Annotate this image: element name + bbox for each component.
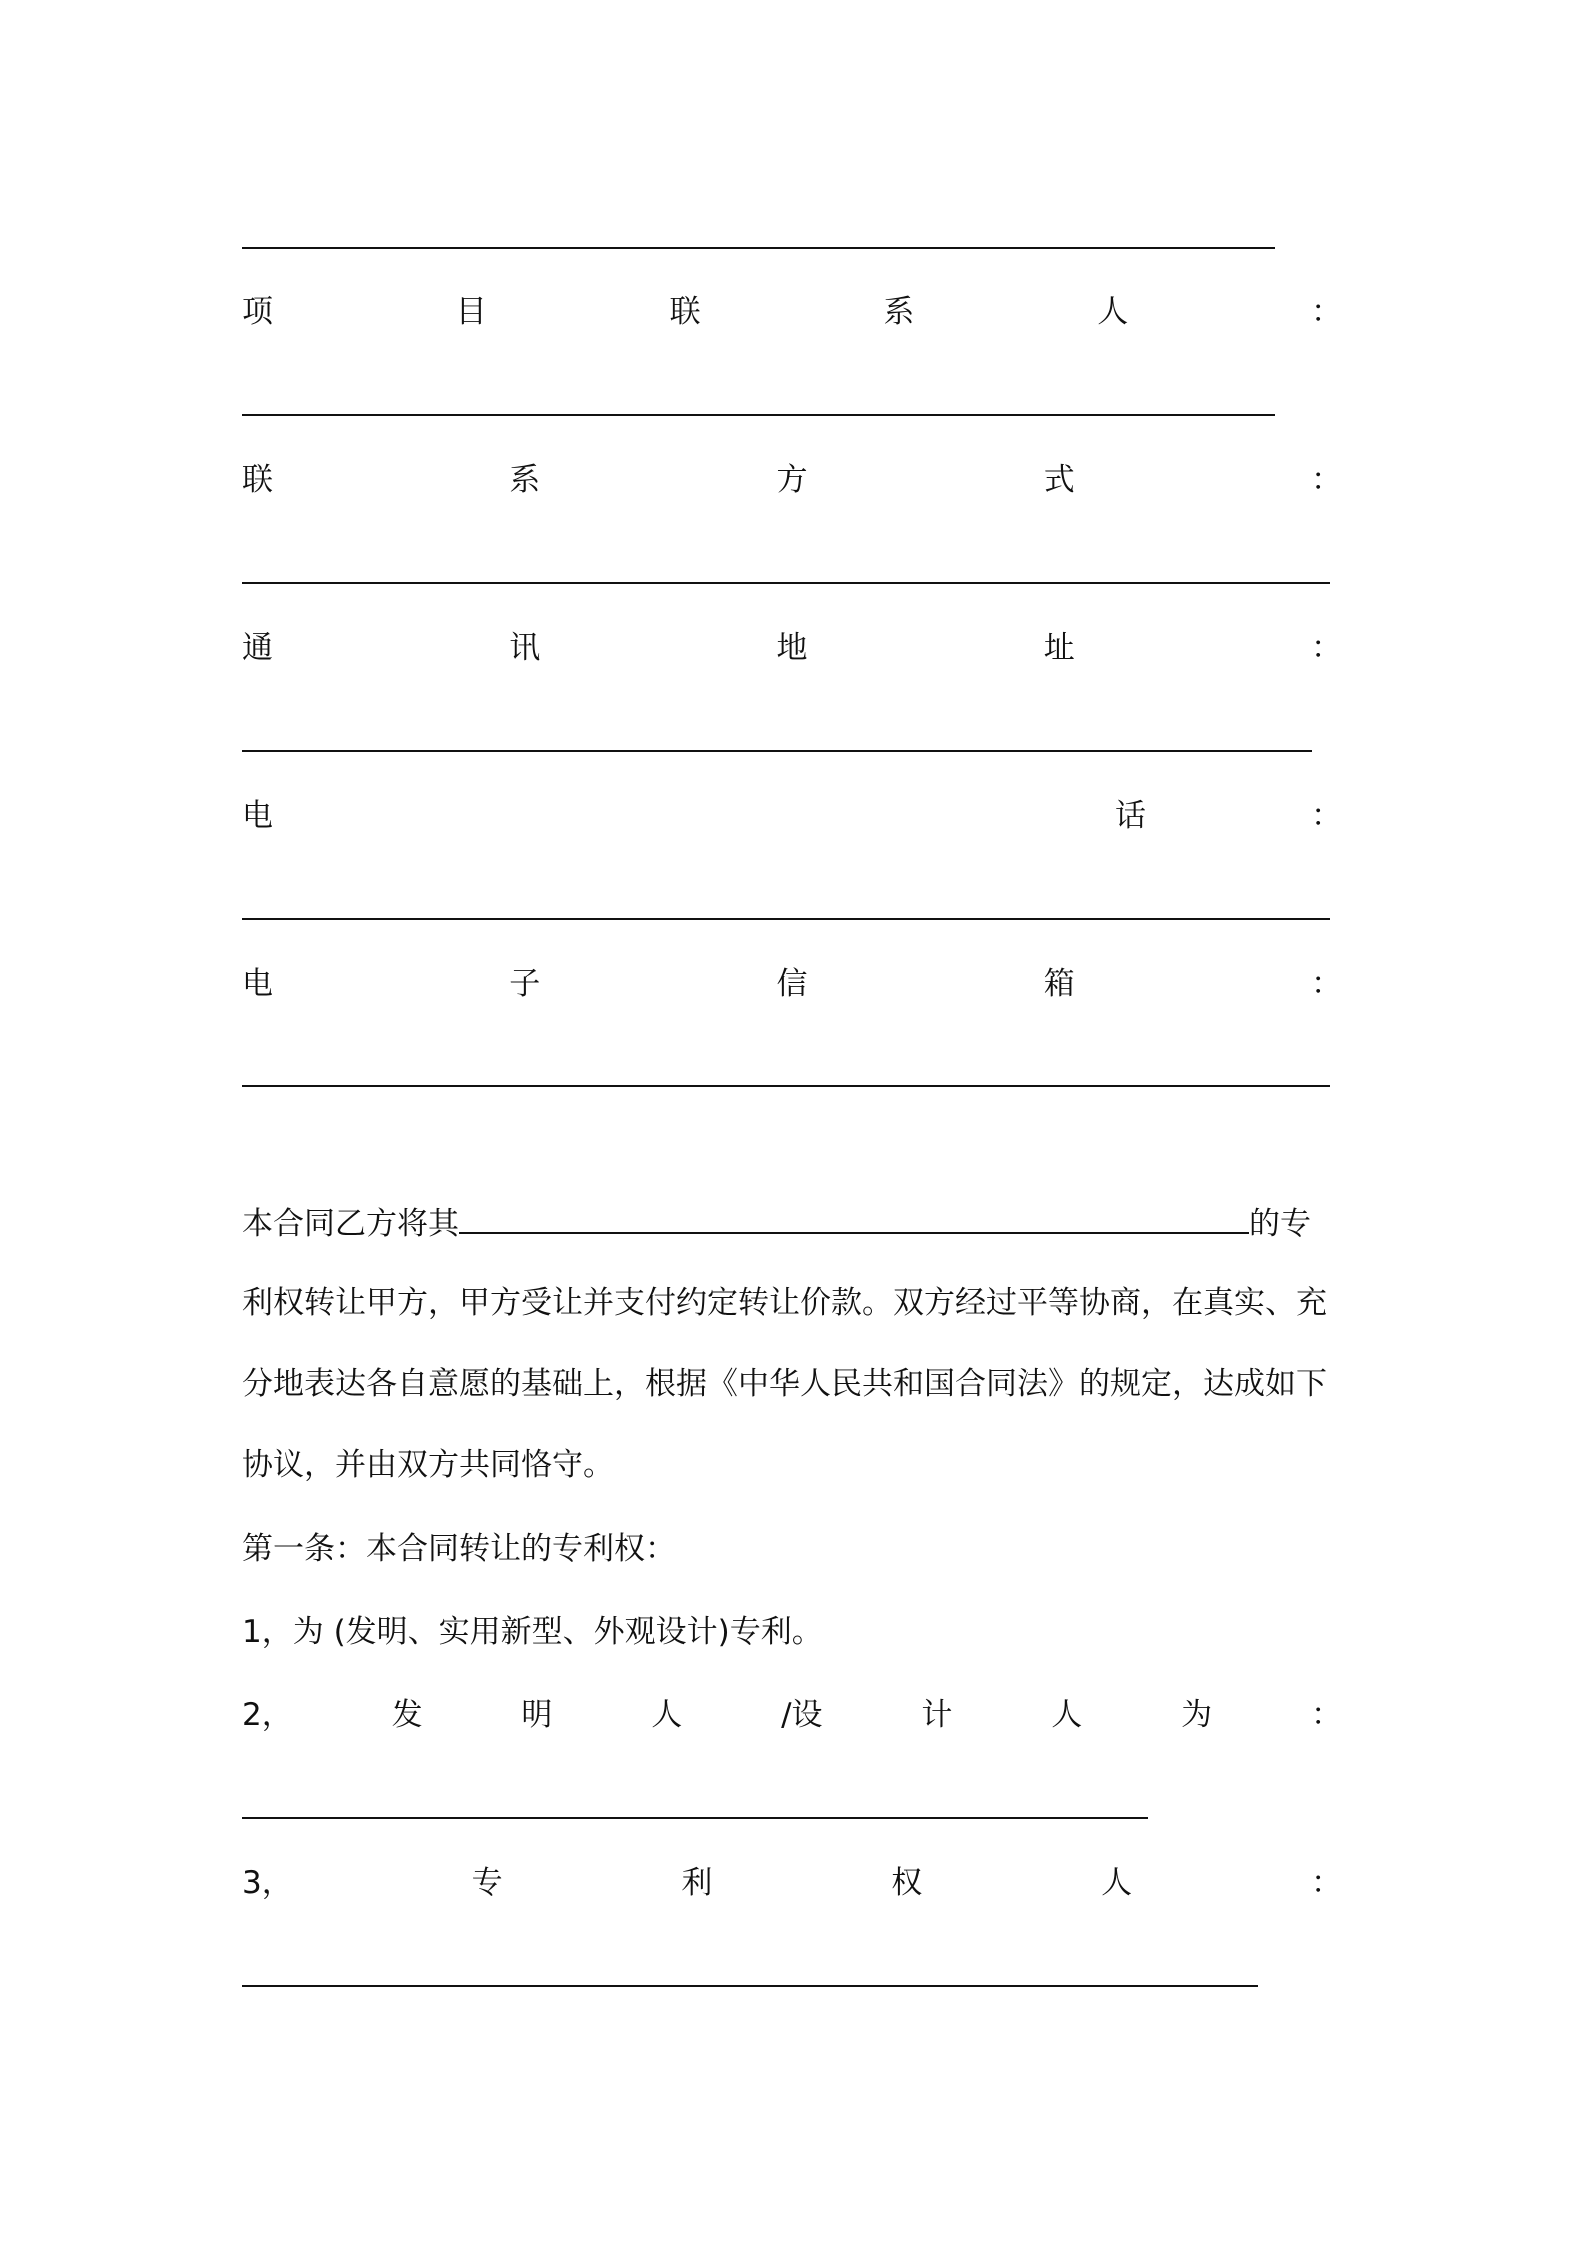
field-char: 电 [242, 966, 273, 1002]
item-char: 为 [1181, 1697, 1213, 1733]
body-line: 利权转让甲方，甲方受让并支付约定转让价款。双方经过平等协商，在真实、充 [242, 1285, 1327, 1321]
field-label-mailing-address [242, 628, 1342, 668]
item-char: 计 [921, 1697, 953, 1733]
field-char: 联 [669, 294, 701, 330]
blank-fill-line[interactable] [242, 750, 1312, 752]
field-char: 人 [1097, 294, 1129, 330]
field-char: 通 [242, 630, 273, 666]
item-char: 人 [1051, 1697, 1083, 1733]
item-char: 2， [242, 1697, 293, 1733]
item-char: ： [1310, 1697, 1342, 1733]
item-char: 专 [471, 1865, 503, 1901]
field-char: ： [1311, 966, 1342, 1002]
field-label-email [242, 964, 1342, 1004]
blank-fill-line[interactable] [242, 1985, 1258, 1987]
blank-fill-line[interactable] [242, 414, 1275, 416]
item-char: ： [1310, 1865, 1342, 1901]
body-line [242, 1202, 1352, 1244]
blank-fill-line[interactable] [242, 1817, 1148, 1819]
field-char: 项 [242, 294, 273, 330]
patent-name-blank[interactable] [459, 1202, 1249, 1234]
item-char: 人 [651, 1697, 683, 1733]
field-char: ： [1311, 630, 1342, 666]
article-item-inventor [242, 1695, 1342, 1735]
field-char: ： [1311, 462, 1342, 498]
field-char: ： [1311, 798, 1342, 834]
field-char: 话 [1115, 798, 1146, 834]
body-text: 本合同乙方将其 [242, 1206, 459, 1242]
field-char: 目 [455, 294, 487, 330]
article-heading: 第一条：本合同转让的专利权： [242, 1531, 676, 1567]
item-char: /设 [781, 1697, 823, 1733]
field-char: 电 [242, 798, 273, 834]
body-line: 协议，并由双方共同恪守。 [242, 1447, 614, 1483]
item-char: 人 [1101, 1865, 1133, 1901]
field-char: 信 [776, 966, 808, 1002]
field-label-phone [242, 796, 1342, 836]
article-item: 1，为 (发明、实用新型、外观设计)专利。 [242, 1614, 823, 1650]
body-text: 的专 [1249, 1206, 1311, 1242]
field-label-project-contact [242, 292, 1342, 332]
field-char: 讯 [509, 630, 541, 666]
item-char: 利 [681, 1865, 713, 1901]
item-char: 权 [891, 1865, 923, 1901]
body-line: 分地表达各自意愿的基础上，根据《中华人民共和国合同法》的规定，达成如下 [242, 1366, 1327, 1402]
blank-fill-line[interactable] [242, 247, 1275, 249]
blank-fill-line[interactable] [242, 918, 1330, 920]
field-char: 箱 [1043, 966, 1075, 1002]
item-char: 发 [391, 1697, 423, 1733]
blank-fill-line[interactable] [242, 582, 1330, 584]
blank-fill-line[interactable] [242, 1085, 1330, 1087]
field-char: 系 [883, 294, 915, 330]
item-char: 明 [521, 1697, 553, 1733]
field-char: ： [1310, 294, 1342, 330]
item-char: 3， [242, 1865, 293, 1901]
article-item-patentee [242, 1863, 1342, 1903]
field-label-contact-method [242, 460, 1342, 500]
field-char: 子 [509, 966, 541, 1002]
field-char: 联 [242, 462, 273, 498]
field-char: 式 [1043, 462, 1075, 498]
field-char: 地 [776, 630, 808, 666]
field-char: 系 [509, 462, 541, 498]
field-char: 址 [1043, 630, 1075, 666]
field-char: 方 [776, 462, 808, 498]
